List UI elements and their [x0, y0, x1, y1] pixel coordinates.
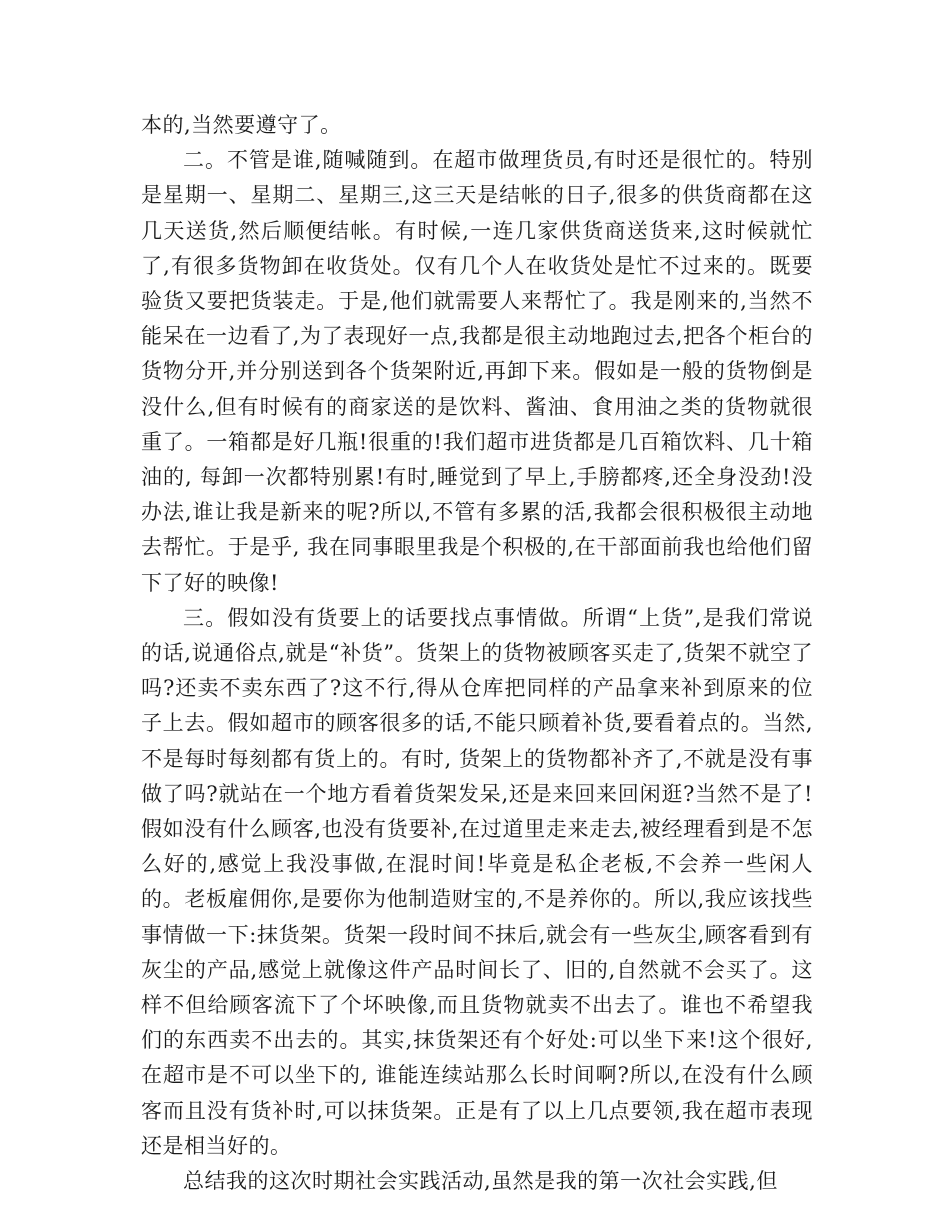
paragraph-summary: 总结我的这次时期社会实践活动,虽然是我的第一次社会实践,但	[183, 1169, 778, 1194]
document-body	[141, 108, 813, 1199]
paragraph-three: 三。假如没有货要上的话要找点事情做。所谓“上货”,是我们常说的话,说通俗点,就是“补货”。货架上的货物被顾客买走了,货架不就空了吗?还卖不卖东西了?这不行,得从仓库把同样的产品拿来补到原来的位子上去。假如超市的顾客很多的话,不能只顾着补货,要看着点的。当然,不是每时每刻都有货上的。有时, 货架上的货物都补齐了,不就是没有事做了吗?就站在一个地方看着货架发呆,还是来回来回闲逛?当然不是了!假如没有什么顾客,也没有货要补,在过道里走来走去,被经理看到是不怎么好的,感觉上我没事做,在混时间!毕竟是私企老板,不会养一些闲人的。老板雇佣你,是要你为他制造财宝的,不是养你的。所以,我应该找些事情做一下:抹货架。货架一段时间不抹后,就会有一些灰尘,顾客看到有灰尘的产品,感觉上就像这件产品时间长了、旧的,自然就不会买了。这样不但给顾客流下了个坏映像,而且货物就卖不出去了。谁也不希望我们的东西卖不出去的。其实,抹货架还有个好处:可以坐下来!这个很好,在超市是不可以坐下的, 谁能连续站那么长时间啊?所以,在没有什么顾客而且没有货补时,可以抹货架。正是有了以上几点要领,我在超市表现还是相当好的。	[141, 605, 813, 1158]
paragraph-two: 二。不管是谁,随喊随到。在超市做理货员,有时还是很忙的。特别是星期一、星期二、星期三,这三天是结帐的日子,很多的供货商都在这几天送货,然后顺便结帐。有时候,一连几家供货商送货来,这时候就忙了,有很多货物卸在收货处。仅有几个人在收货处是忙不过来的。既要验货又要把货装走。于是,他们就需要人来帮忙了。我是刚来的,当然不能呆在一边看了,为了表现好一点,我都是很主动地跑过去,把各个柜台的货物分开,并分别送到各个货架附近,再卸下来。假如是一般的货物倒是没什么,但有时候有的商家送的是饮料、酱油、食用油之类的货物就很重了。一箱都是好几瓶!很重的!我们超市进货都是几百箱饮料、几十箱油的, 每卸一次都特别累!有时,睡觉到了早上,手膀都疼,还全身没劲!没办法,谁让我是新来的呢?所以,不管有多累的活,我都会很积极很主动地去帮忙。于是乎, 我在同事眼里我是个积极的,在干部面前我也给他们留下了好的映像!	[141, 148, 813, 595]
paragraph-continuation: 本的,当然要遵守了。	[141, 113, 342, 137]
